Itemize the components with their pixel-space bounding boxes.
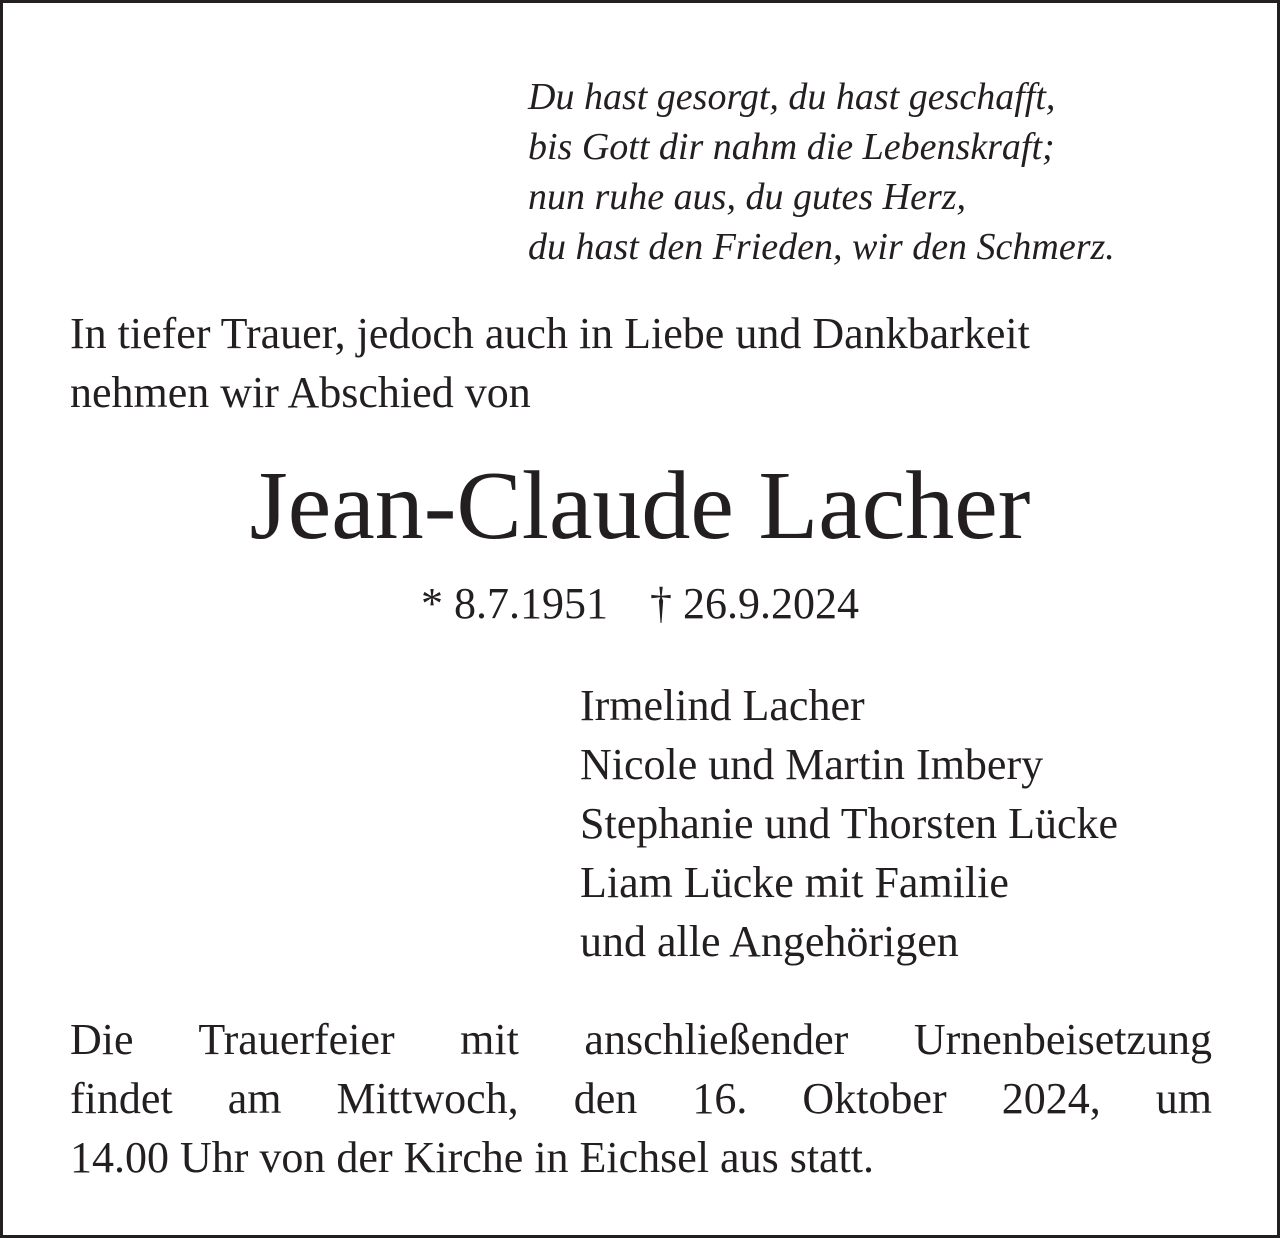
poem-verse <box>528 72 1115 272</box>
funeral-info <box>70 1010 1212 1187</box>
poem-line: bis Gott dir nahm die Lebenskraft; <box>528 126 1055 168</box>
poem-line: Du hast gesorgt, du hast geschafft, <box>528 76 1056 118</box>
mourners-list <box>580 676 1118 971</box>
funeral-line: 14.00 Uhr von der Kirche in Eichsel aus statt. <box>70 1133 875 1182</box>
intro-text <box>70 304 1212 422</box>
funeral-line: findet am Mittwoch, den 16. Oktober 2024, um <box>70 1074 1212 1123</box>
intro-line: In tiefer Trauer, jedoch auch in Liebe und Dankbarkeit <box>70 309 1030 358</box>
mourner-name: Nicole und Martin Imbery <box>580 740 1044 789</box>
mourner-name: Stephanie und Thorsten Lücke <box>580 799 1119 848</box>
poem-line: nun ruhe aus, du gutes Herz, <box>528 176 967 218</box>
intro-line: nehmen wir Abschied von <box>70 368 531 417</box>
death-date: † 26.9.2024 <box>650 579 859 628</box>
life-dates <box>0 576 1280 632</box>
deceased-name: Jean-Claude Lacher <box>249 452 1031 560</box>
mourner-name: Irmelind Lacher <box>580 681 865 730</box>
poem-line: du hast den Frieden, wir den Schmerz. <box>528 226 1115 268</box>
funeral-line: Die Trauerfeier mit anschließender Urnenbeisetzung <box>70 1015 1212 1064</box>
mourner-name: und alle Angehörigen <box>580 917 959 966</box>
birth-date: * 8.7.1951 <box>421 579 608 628</box>
mourner-name: Liam Lücke mit Familie <box>580 858 1009 907</box>
